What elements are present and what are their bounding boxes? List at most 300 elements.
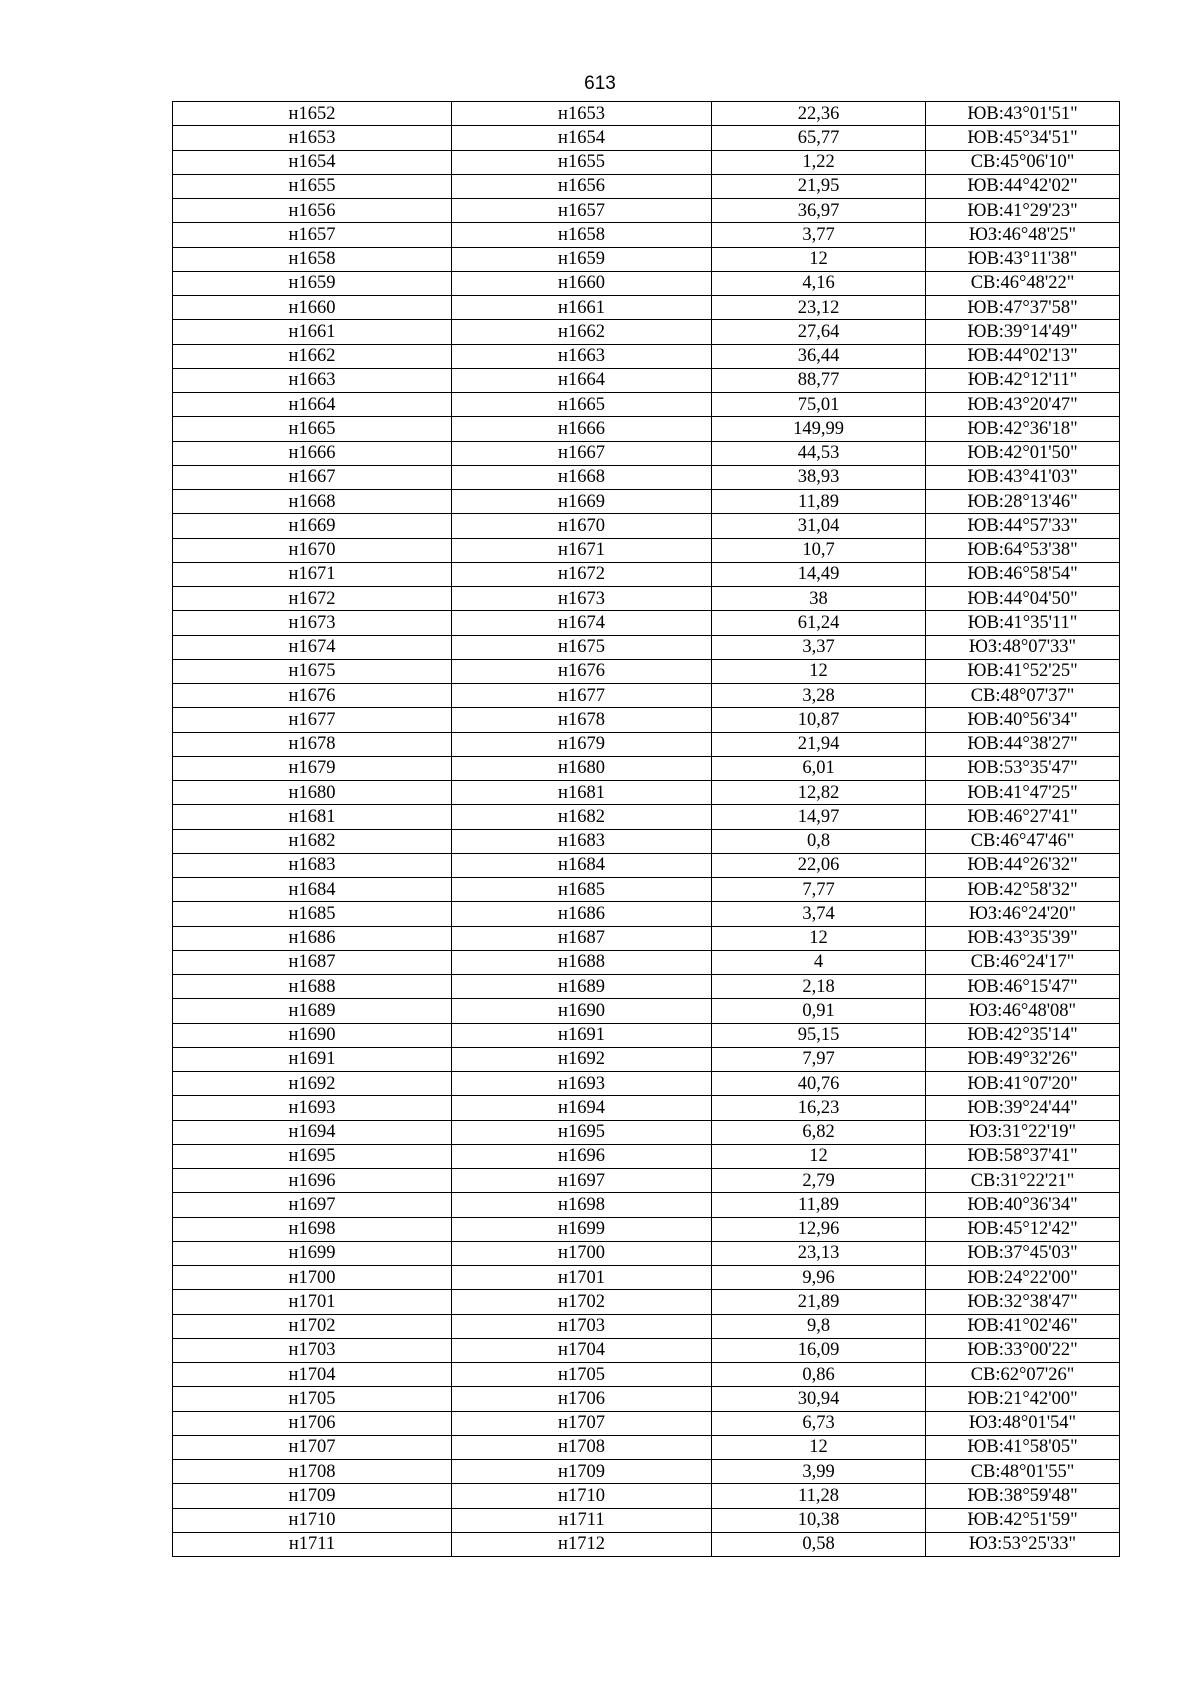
table-row (173, 732, 1120, 756)
from-point-cell: н1694 (173, 1120, 452, 1144)
bearing-cell: ЮВ:44°02'13" (926, 344, 1120, 368)
length-cell: 65,77 (712, 126, 926, 150)
bearing-cell: ЮВ:24°22'00" (926, 1266, 1120, 1290)
length-cell: 16,09 (712, 1338, 926, 1362)
from-point-cell: н1695 (173, 1144, 452, 1168)
table-row (173, 320, 1120, 344)
length-cell: 12,82 (712, 781, 926, 805)
table-row (173, 393, 1120, 417)
table-row (173, 1290, 1120, 1314)
table-row (173, 1169, 1120, 1193)
to-point-cell: н1671 (452, 538, 712, 562)
bearing-cell: ЮЗ:46°48'08" (926, 999, 1120, 1023)
from-point-cell: н1682 (173, 829, 452, 853)
length-cell: 3,77 (712, 223, 926, 247)
to-point-cell: н1677 (452, 684, 712, 708)
bearing-cell: ЮВ:32°38'47" (926, 1290, 1120, 1314)
length-cell: 21,95 (712, 174, 926, 198)
table-row (173, 1023, 1120, 1047)
table-row (173, 950, 1120, 974)
from-point-cell: н1676 (173, 684, 452, 708)
to-point-cell: н1670 (452, 514, 712, 538)
to-point-cell: н1666 (452, 417, 712, 441)
from-point-cell: н1667 (173, 465, 452, 489)
from-point-cell: н1707 (173, 1435, 452, 1459)
from-point-cell: н1664 (173, 393, 452, 417)
from-point-cell: н1679 (173, 756, 452, 780)
bearing-cell: ЮВ:42°51'59" (926, 1508, 1120, 1532)
length-cell: 1,22 (712, 150, 926, 174)
bearing-cell: ЮВ:47°37'58" (926, 296, 1120, 320)
table-row (173, 756, 1120, 780)
from-point-cell: н1705 (173, 1387, 452, 1411)
from-point-cell: н1655 (173, 174, 452, 198)
from-point-cell: н1701 (173, 1290, 452, 1314)
length-cell: 3,28 (712, 684, 926, 708)
bearing-cell: ЮВ:41°52'25" (926, 659, 1120, 683)
to-point-cell: н1663 (452, 344, 712, 368)
to-point-cell: н1676 (452, 659, 712, 683)
table-row (173, 635, 1120, 659)
from-point-cell: н1668 (173, 490, 452, 514)
bearing-cell: ЮВ:38°59'48" (926, 1484, 1120, 1508)
bearing-cell: ЮЗ:53°25'33" (926, 1532, 1120, 1556)
bearing-cell: СВ:46°47'46" (926, 829, 1120, 853)
from-point-cell: н1687 (173, 950, 452, 974)
bearing-cell: ЮВ:44°57'33" (926, 514, 1120, 538)
from-point-cell: н1709 (173, 1484, 452, 1508)
table-row (173, 1120, 1120, 1144)
length-cell: 6,73 (712, 1411, 926, 1435)
from-point-cell: н1674 (173, 635, 452, 659)
from-point-cell: н1656 (173, 199, 452, 223)
to-point-cell: н1684 (452, 853, 712, 877)
from-point-cell: н1685 (173, 902, 452, 926)
table-row (173, 975, 1120, 999)
from-point-cell: н1704 (173, 1363, 452, 1387)
table-row (173, 1096, 1120, 1120)
length-cell: 9,96 (712, 1266, 926, 1290)
to-point-cell: н1705 (452, 1363, 712, 1387)
table-row (173, 1144, 1120, 1168)
to-point-cell: н1674 (452, 611, 712, 635)
to-point-cell: н1655 (452, 150, 712, 174)
length-cell: 12,96 (712, 1217, 926, 1241)
length-cell: 3,74 (712, 902, 926, 926)
length-cell: 44,53 (712, 441, 926, 465)
bearing-cell: ЮВ:41°29'23" (926, 199, 1120, 223)
table-row (173, 1508, 1120, 1532)
bearing-cell: ЮВ:46°58'54" (926, 562, 1120, 586)
table-row (173, 1460, 1120, 1484)
bearing-cell: ЮЗ:31°22'19" (926, 1120, 1120, 1144)
from-point-cell: н1673 (173, 611, 452, 635)
from-point-cell: н1652 (173, 102, 452, 126)
table-row (173, 1241, 1120, 1265)
bearing-cell: ЮВ:28°13'46" (926, 490, 1120, 514)
table-row (173, 781, 1120, 805)
bearing-cell: ЮВ:43°35'39" (926, 926, 1120, 950)
length-cell: 40,76 (712, 1072, 926, 1096)
from-point-cell: н1702 (173, 1314, 452, 1338)
bearing-cell: СВ:46°48'22" (926, 271, 1120, 295)
from-point-cell: н1663 (173, 368, 452, 392)
bearing-cell: ЮВ:64°53'38" (926, 538, 1120, 562)
to-point-cell: н1704 (452, 1338, 712, 1362)
to-point-cell: н1696 (452, 1144, 712, 1168)
table-row (173, 708, 1120, 732)
bearing-cell: ЮВ:43°20'47" (926, 393, 1120, 417)
bearing-cell: ЮВ:41°58'05" (926, 1435, 1120, 1459)
to-point-cell: н1678 (452, 708, 712, 732)
length-cell: 3,37 (712, 635, 926, 659)
to-point-cell: н1692 (452, 1047, 712, 1071)
length-cell: 7,97 (712, 1047, 926, 1071)
table-row (173, 368, 1120, 392)
to-point-cell: н1698 (452, 1193, 712, 1217)
to-point-cell: н1686 (452, 902, 712, 926)
from-point-cell: н1700 (173, 1266, 452, 1290)
from-point-cell: н1710 (173, 1508, 452, 1532)
length-cell: 4 (712, 950, 926, 974)
bearing-cell: ЮВ:42°58'32" (926, 878, 1120, 902)
length-cell: 2,18 (712, 975, 926, 999)
length-cell: 12 (712, 926, 926, 950)
table-row (173, 247, 1120, 271)
from-point-cell: н1686 (173, 926, 452, 950)
bearing-cell: ЮВ:46°15'47" (926, 975, 1120, 999)
to-point-cell: н1679 (452, 732, 712, 756)
from-point-cell: н1696 (173, 1169, 452, 1193)
from-point-cell: н1661 (173, 320, 452, 344)
table-row (173, 902, 1120, 926)
table-row (173, 174, 1120, 198)
from-point-cell: н1671 (173, 562, 452, 586)
bearing-cell: СВ:46°24'17" (926, 950, 1120, 974)
to-point-cell: н1668 (452, 465, 712, 489)
bearing-cell: ЮВ:43°41'03" (926, 465, 1120, 489)
to-point-cell: н1659 (452, 247, 712, 271)
table-row (173, 490, 1120, 514)
table-row (173, 465, 1120, 489)
length-cell: 22,36 (712, 102, 926, 126)
length-cell: 14,97 (712, 805, 926, 829)
from-point-cell: н1670 (173, 538, 452, 562)
bearing-cell: ЮВ:39°14'49" (926, 320, 1120, 344)
length-cell: 21,94 (712, 732, 926, 756)
length-cell: 0,8 (712, 829, 926, 853)
to-point-cell: н1695 (452, 1120, 712, 1144)
length-cell: 7,77 (712, 878, 926, 902)
bearing-cell: ЮВ:44°04'50" (926, 587, 1120, 611)
from-point-cell: н1706 (173, 1411, 452, 1435)
from-point-cell: н1654 (173, 150, 452, 174)
bearing-cell: ЮВ:58°37'41" (926, 1144, 1120, 1168)
to-point-cell: н1690 (452, 999, 712, 1023)
to-point-cell: н1658 (452, 223, 712, 247)
length-cell: 31,04 (712, 514, 926, 538)
length-cell: 10,38 (712, 1508, 926, 1532)
bearing-cell: ЮЗ:46°48'25" (926, 223, 1120, 247)
from-point-cell: н1659 (173, 271, 452, 295)
bearing-cell: ЮВ:39°24'44" (926, 1096, 1120, 1120)
to-point-cell: н1682 (452, 805, 712, 829)
to-point-cell: н1675 (452, 635, 712, 659)
length-cell: 30,94 (712, 1387, 926, 1411)
bearing-cell: ЮВ:41°35'11" (926, 611, 1120, 635)
length-cell: 36,97 (712, 199, 926, 223)
bearing-cell: ЮВ:33°00'22" (926, 1338, 1120, 1362)
bearing-cell: ЮВ:44°38'27" (926, 732, 1120, 756)
table-row (173, 829, 1120, 853)
length-cell: 12 (712, 659, 926, 683)
table-row (173, 1217, 1120, 1241)
length-cell: 23,12 (712, 296, 926, 320)
length-cell: 6,82 (712, 1120, 926, 1144)
bearing-cell: СВ:48°01'55" (926, 1460, 1120, 1484)
from-point-cell: н1657 (173, 223, 452, 247)
table-row (173, 1387, 1120, 1411)
to-point-cell: н1687 (452, 926, 712, 950)
length-cell: 22,06 (712, 853, 926, 877)
table-row (173, 1193, 1120, 1217)
from-point-cell: н1658 (173, 247, 452, 271)
to-point-cell: н1703 (452, 1314, 712, 1338)
to-point-cell: н1711 (452, 1508, 712, 1532)
table-row (173, 344, 1120, 368)
to-point-cell: н1694 (452, 1096, 712, 1120)
length-cell: 27,64 (712, 320, 926, 344)
from-point-cell: н1665 (173, 417, 452, 441)
bearing-cell: ЮВ:40°56'34" (926, 708, 1120, 732)
length-cell: 36,44 (712, 344, 926, 368)
from-point-cell: н1708 (173, 1460, 452, 1484)
length-cell: 10,7 (712, 538, 926, 562)
from-point-cell: н1669 (173, 514, 452, 538)
bearing-cell: СВ:45°06'10" (926, 150, 1120, 174)
to-point-cell: н1660 (452, 271, 712, 295)
table-row (173, 126, 1120, 150)
boundary-coordinates-table (172, 101, 1120, 1557)
to-point-cell: н1689 (452, 975, 712, 999)
length-cell: 3,99 (712, 1460, 926, 1484)
bearing-cell: ЮВ:45°12'42" (926, 1217, 1120, 1241)
length-cell: 9,8 (712, 1314, 926, 1338)
length-cell: 88,77 (712, 368, 926, 392)
length-cell: 38,93 (712, 465, 926, 489)
to-point-cell: н1708 (452, 1435, 712, 1459)
from-point-cell: н1690 (173, 1023, 452, 1047)
bearing-cell: ЮВ:53°35'47" (926, 756, 1120, 780)
table-row (173, 514, 1120, 538)
table-row (173, 296, 1120, 320)
table-row (173, 805, 1120, 829)
bearing-cell: ЮЗ:46°24'20" (926, 902, 1120, 926)
length-cell: 95,15 (712, 1023, 926, 1047)
from-point-cell: н1653 (173, 126, 452, 150)
table-row (173, 1314, 1120, 1338)
to-point-cell: н1664 (452, 368, 712, 392)
bearing-cell: ЮВ:43°11'38" (926, 247, 1120, 271)
from-point-cell: н1683 (173, 853, 452, 877)
table-row (173, 538, 1120, 562)
length-cell: 38 (712, 587, 926, 611)
to-point-cell: н1709 (452, 1460, 712, 1484)
length-cell: 149,99 (712, 417, 926, 441)
from-point-cell: н1677 (173, 708, 452, 732)
bearing-cell: ЮВ:41°47'25" (926, 781, 1120, 805)
to-point-cell: н1702 (452, 1290, 712, 1314)
to-point-cell: н1672 (452, 562, 712, 586)
table-row (173, 1411, 1120, 1435)
to-point-cell: н1691 (452, 1023, 712, 1047)
table-row (173, 223, 1120, 247)
to-point-cell: н1673 (452, 587, 712, 611)
to-point-cell: н1681 (452, 781, 712, 805)
table-row (173, 562, 1120, 586)
length-cell: 6,01 (712, 756, 926, 780)
to-point-cell: н1657 (452, 199, 712, 223)
from-point-cell: н1703 (173, 1338, 452, 1362)
to-point-cell: н1700 (452, 1241, 712, 1265)
table-row (173, 1072, 1120, 1096)
to-point-cell: н1656 (452, 174, 712, 198)
to-point-cell: н1661 (452, 296, 712, 320)
from-point-cell: н1693 (173, 1096, 452, 1120)
from-point-cell: н1672 (173, 587, 452, 611)
length-cell: 12 (712, 247, 926, 271)
bearing-cell: ЮВ:42°01'50" (926, 441, 1120, 465)
bearing-cell: СВ:62°07'26" (926, 1363, 1120, 1387)
bearing-cell: ЮВ:41°07'20" (926, 1072, 1120, 1096)
table-row (173, 587, 1120, 611)
from-point-cell: н1666 (173, 441, 452, 465)
length-cell: 11,89 (712, 490, 926, 514)
table-row (173, 1532, 1120, 1556)
from-point-cell: н1692 (173, 1072, 452, 1096)
to-point-cell: н1699 (452, 1217, 712, 1241)
to-point-cell: н1662 (452, 320, 712, 344)
length-cell: 12 (712, 1144, 926, 1168)
length-cell: 0,58 (712, 1532, 926, 1556)
to-point-cell: н1710 (452, 1484, 712, 1508)
bearing-cell: ЮВ:44°26'32" (926, 853, 1120, 877)
table-row (173, 853, 1120, 877)
bearing-cell: ЮВ:42°36'18" (926, 417, 1120, 441)
table-body (173, 102, 1120, 1557)
to-point-cell: н1665 (452, 393, 712, 417)
length-cell: 0,86 (712, 1363, 926, 1387)
to-point-cell: н1680 (452, 756, 712, 780)
bearing-cell: ЮВ:45°34'51" (926, 126, 1120, 150)
bearing-cell: ЮЗ:48°01'54" (926, 1411, 1120, 1435)
to-point-cell: н1701 (452, 1266, 712, 1290)
from-point-cell: н1691 (173, 1047, 452, 1071)
from-point-cell: н1660 (173, 296, 452, 320)
length-cell: 61,24 (712, 611, 926, 635)
to-point-cell: н1712 (452, 1532, 712, 1556)
table-row (173, 271, 1120, 295)
to-point-cell: н1683 (452, 829, 712, 853)
table-row (173, 926, 1120, 950)
table-row (173, 417, 1120, 441)
bearing-cell: ЮВ:49°32'26" (926, 1047, 1120, 1071)
from-point-cell: н1681 (173, 805, 452, 829)
length-cell: 2,79 (712, 1169, 926, 1193)
from-point-cell: н1680 (173, 781, 452, 805)
length-cell: 12 (712, 1435, 926, 1459)
bearing-cell: СВ:48°07'37" (926, 684, 1120, 708)
from-point-cell: н1689 (173, 999, 452, 1023)
table-row (173, 441, 1120, 465)
from-point-cell: н1662 (173, 344, 452, 368)
table-row (173, 150, 1120, 174)
from-point-cell: н1711 (173, 1532, 452, 1556)
to-point-cell: н1693 (452, 1072, 712, 1096)
table-row (173, 1363, 1120, 1387)
table-row (173, 1484, 1120, 1508)
table-row (173, 1266, 1120, 1290)
length-cell: 0,91 (712, 999, 926, 1023)
from-point-cell: н1697 (173, 1193, 452, 1217)
table-row (173, 999, 1120, 1023)
table-row (173, 1338, 1120, 1362)
table-row (173, 1435, 1120, 1459)
bearing-cell: СВ:31°22'21" (926, 1169, 1120, 1193)
to-point-cell: н1688 (452, 950, 712, 974)
table-row (173, 102, 1120, 126)
to-point-cell: н1667 (452, 441, 712, 465)
length-cell: 23,13 (712, 1241, 926, 1265)
bearing-cell: ЮВ:21°42'00" (926, 1387, 1120, 1411)
to-point-cell: н1707 (452, 1411, 712, 1435)
from-point-cell: н1699 (173, 1241, 452, 1265)
bearing-cell: ЮВ:42°12'11" (926, 368, 1120, 392)
from-point-cell: н1675 (173, 659, 452, 683)
to-point-cell: н1697 (452, 1169, 712, 1193)
to-point-cell: н1685 (452, 878, 712, 902)
to-point-cell: н1669 (452, 490, 712, 514)
from-point-cell: н1684 (173, 878, 452, 902)
table-row (173, 199, 1120, 223)
table-row (173, 611, 1120, 635)
length-cell: 11,28 (712, 1484, 926, 1508)
table-row (173, 659, 1120, 683)
length-cell: 75,01 (712, 393, 926, 417)
to-point-cell: н1654 (452, 126, 712, 150)
table-row (173, 878, 1120, 902)
bearing-cell: ЮВ:37°45'03" (926, 1241, 1120, 1265)
bearing-cell: ЮЗ:48°07'33" (926, 635, 1120, 659)
length-cell: 10,87 (712, 708, 926, 732)
length-cell: 21,89 (712, 1290, 926, 1314)
page-number: 613 (584, 73, 616, 94)
from-point-cell: н1678 (173, 732, 452, 756)
from-point-cell: н1698 (173, 1217, 452, 1241)
from-point-cell: н1688 (173, 975, 452, 999)
bearing-cell: ЮВ:41°02'46" (926, 1314, 1120, 1338)
to-point-cell: н1706 (452, 1387, 712, 1411)
bearing-cell: ЮВ:42°35'14" (926, 1023, 1120, 1047)
table-row (173, 684, 1120, 708)
bearing-cell: ЮВ:43°01'51" (926, 102, 1120, 126)
length-cell: 11,89 (712, 1193, 926, 1217)
bearing-cell: ЮВ:46°27'41" (926, 805, 1120, 829)
length-cell: 14,49 (712, 562, 926, 586)
bearing-cell: ЮВ:44°42'02" (926, 174, 1120, 198)
length-cell: 16,23 (712, 1096, 926, 1120)
to-point-cell: н1653 (452, 102, 712, 126)
